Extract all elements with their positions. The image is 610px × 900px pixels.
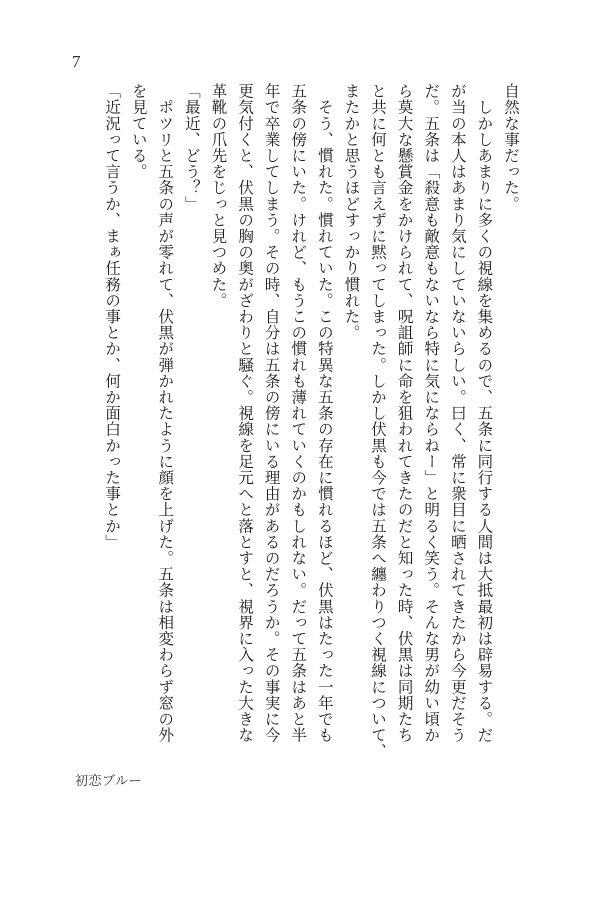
text-line: そう、慣れた。慣れていた。この特異な五条の存在に慣れるほど、伏黒はたった一年でも <box>315 83 334 744</box>
body-text <box>99 83 525 760</box>
text-line: 「近況って言うか、まぁ任務の事とか、何か面白かった事とか」 <box>103 83 122 550</box>
page-number: 7 <box>72 52 81 71</box>
text-line: が当の本人はあまり気にしていないらしい。曰く、常に衆目に晒されてきたから今更だそう <box>448 83 467 744</box>
text-line: と共に何とも言えずに黙ってしまった。しかし伏黒も今では五条へ纏わりつく視線について、 <box>369 83 388 760</box>
text-line: ポツリと五条の声が零れて、伏黒が弾かれたように顔を上げた。五条は相変わらず窓の外 <box>156 83 175 744</box>
text-line: 更気付くと、伏黒の胸の奥がざわりと騒ぐ。視線を足元へと落とすと、視界に入った大きな <box>236 83 255 744</box>
text-line: 五条の傍にいた。けれど、もうこの慣れも薄れていくのかもしれない。だって五条はあと半 <box>289 83 308 744</box>
text-line: を見ている。 <box>129 83 148 180</box>
text-line: またかと思うほどすっかり慣れた。 <box>342 83 361 341</box>
text-line: ら莫大な懸賞金をかけられて、呪詛師に命を狙われてきたのだと知った時、伏黒は同期たち <box>395 83 414 744</box>
text-line: 「最近、どう？」 <box>182 83 201 212</box>
text-line: 革靴の爪先をじっと見つめた。 <box>209 83 228 309</box>
footer-title: 初恋ブルー <box>75 774 142 789</box>
text-line: 自然な事だった。 <box>502 83 520 212</box>
text-line: 年で卒業してしまう。その時、自分は五条の傍にいる理由があるのだろうか。その事実に今 <box>262 83 281 744</box>
text-line: しかしあまりに多くの視線を集めるので、五条に同行する人間は大抵最初は辟易する。だ <box>475 83 494 744</box>
text-line: だ。五条は「殺意も敵意もないなら特に気にならねー」と明るく笑う。そんな男が幼い頃か <box>422 83 441 744</box>
